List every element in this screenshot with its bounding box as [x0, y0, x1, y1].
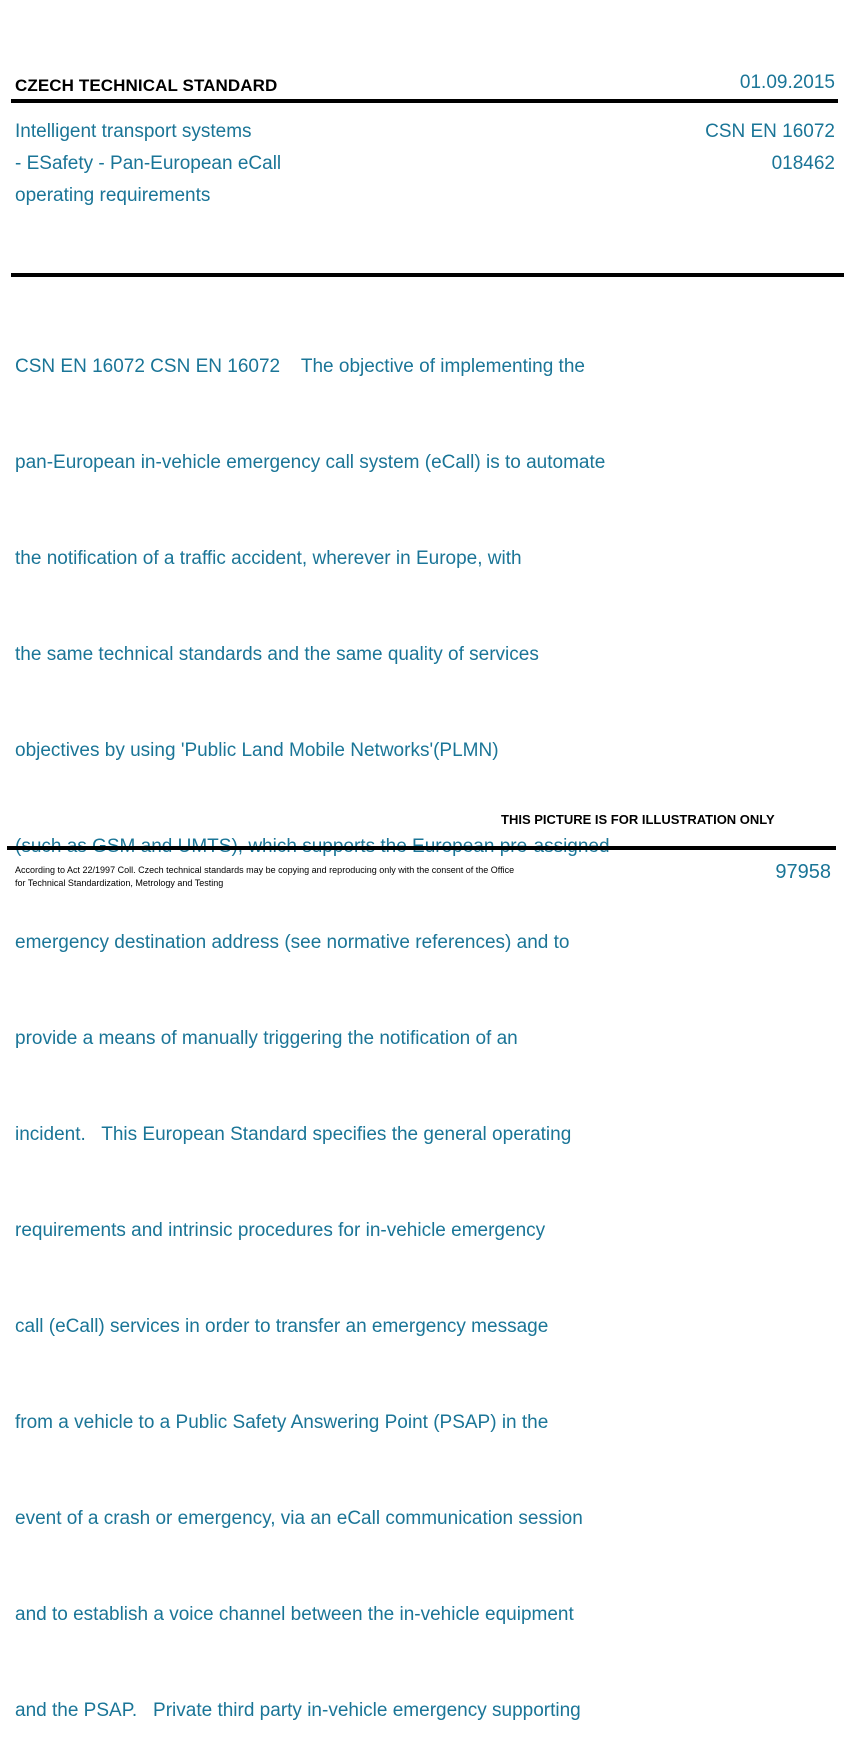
header-rule — [11, 99, 838, 103]
abstract-line: emergency destination address (see normative references) and to — [15, 932, 570, 953]
abstract-line: pan-European in-vehicle emergency call system (eCall) is to automate — [15, 452, 606, 473]
catalog-number: 018462 — [771, 153, 835, 174]
abstract-line: event of a crash or emergency, via an eCall communication session — [15, 1508, 583, 1529]
abstract-line: the notification of a traffic accident, wherever in Europe, with — [15, 548, 522, 569]
standard-code: CSN EN 16072 — [705, 121, 835, 142]
footer-rule — [7, 846, 836, 850]
abstract-line: provide a means of manually triggering the notification of an — [15, 1028, 518, 1049]
document-title — [15, 116, 281, 212]
document-identifiers — [705, 116, 835, 180]
abstract-line: incident. This European Standard specifies the general operating — [15, 1124, 572, 1145]
abstract-line: CSN EN 16072 CSN EN 16072 The objective of implementing the — [15, 356, 585, 377]
abstract-line: and to establish a voice channel between the in-vehicle equipment — [15, 1604, 574, 1625]
abstract-line: and the PSAP. Private third party in-vehicle emergency supporting — [15, 1700, 581, 1721]
abstract-line: the same technical standards and the same quality of services — [15, 644, 539, 665]
copyright-line: According to Act 22/1997 Coll. Czech technical standards may be copying and reproducing only with the consent of the Office — [15, 865, 515, 875]
abstract-line: requirements and intrinsic procedures for in-vehicle emergency — [15, 1220, 546, 1241]
abstract-line: from a vehicle to a Public Safety Answering Point (PSAP) in the — [15, 1412, 549, 1433]
publication-date: 01.09.2015 — [739, 72, 835, 93]
standard-heading: CZECH TECHNICAL STANDARD — [15, 76, 278, 95]
copyright-line: for Technical Standardization, Metrology and Testing — [15, 878, 224, 888]
document-title-line: operating requirements — [15, 185, 211, 206]
abstract-text — [15, 287, 715, 1759]
document-title-line: - ESafety - Pan-European eCall — [15, 153, 282, 174]
illustration-disclaimer: THIS PICTURE IS FOR ILLUSTRATION ONLY — [501, 812, 775, 827]
abstract-line: call (eCall) services in order to transfer an emergency message — [15, 1316, 549, 1337]
abstract-line: objectives by using 'Public Land Mobile Networks'(PLMN) — [15, 740, 499, 761]
document-number: 97958 — [775, 861, 831, 883]
document-title-line: Intelligent transport systems — [15, 121, 252, 142]
copyright-notice — [15, 864, 615, 890]
title-rule — [11, 273, 844, 277]
